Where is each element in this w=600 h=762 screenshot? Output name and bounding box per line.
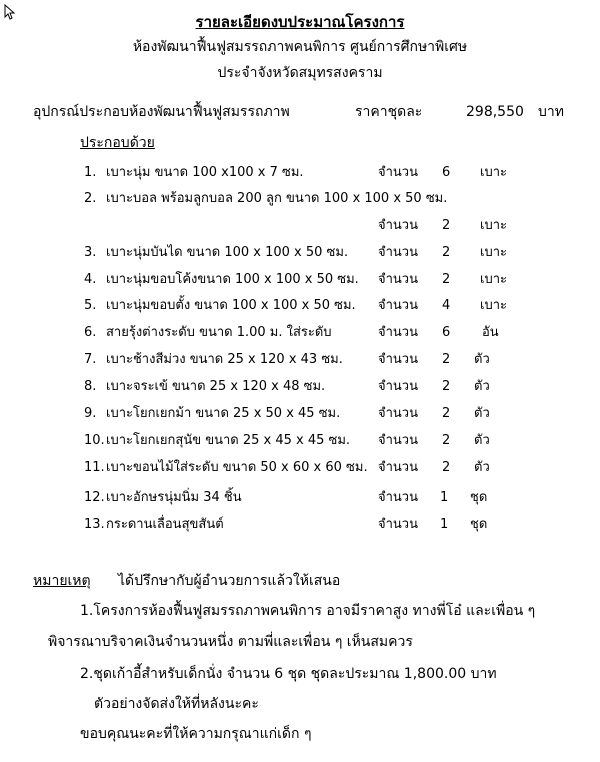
item-qty-label: จำนวน xyxy=(378,298,418,313)
item-qty-label: จำนวน xyxy=(378,460,418,475)
item-unit: ตัว xyxy=(474,433,490,448)
item-desc: เบาะนุ่ม ขนาด 100 x100 x 7 ซม. xyxy=(106,165,304,180)
item-desc: เบาะโยกเยกม้า ขนาด 25 x 50 x 45 ซม. xyxy=(106,406,341,421)
item-qty: 1 xyxy=(440,490,449,505)
item-desc: เบาะบอล พร้อมลูกบอล 200 ลูก ขนาด 100 x 100 x 50 ซม. xyxy=(106,191,448,206)
item-no: 13. xyxy=(84,517,105,532)
item-unit: ชุด xyxy=(470,490,488,505)
item-desc: เบาะนุ่มบันได ขนาด 100 x 100 x 50 ซม. xyxy=(106,245,349,260)
item-qty: 2 xyxy=(442,406,451,421)
header-line-3: ประจำจังหวัดสมุทรสงคราม xyxy=(217,65,383,81)
item-desc: เบาะช้างสีม่วง ขนาด 25 x 120 x 43 ซม. xyxy=(106,352,343,367)
note-point-2b: ตัวอย่างจัดส่งให้ที่หลังนะคะ xyxy=(94,696,259,712)
item-qty-label: จำนวน xyxy=(378,517,418,532)
item-unit: เบาะ xyxy=(480,245,507,260)
item-no: 12. xyxy=(84,490,105,505)
document-title: รายละเอียดงบประมาณโครงการ xyxy=(195,13,405,31)
item-qty-label: จำนวน xyxy=(378,352,418,367)
header-line-2: ห้องพัฒนาฟื้นฟูสมรรถภาพคนพิการ ศูนย์การศึกษาพิเศษ xyxy=(132,39,468,55)
note-label xyxy=(33,572,91,590)
item-no: 5. xyxy=(84,298,97,313)
item-no: 2. xyxy=(84,191,97,206)
summary-price-label: ราคาชุดละ xyxy=(355,104,423,120)
item-qty: 2 xyxy=(442,352,451,367)
item-desc: เบาะขอนไม้ใส่ระดับ ขนาด 50 x 60 x 60 ซม. xyxy=(106,460,368,475)
item-desc: เบาะโยกเยกสุนัข ขนาด 25 x 45 x 45 ซม. xyxy=(106,433,351,448)
item-no: 1. xyxy=(84,165,97,180)
item-qty: 2 xyxy=(442,433,451,448)
item-unit: เบาะ xyxy=(480,165,507,180)
item-no: 9. xyxy=(84,406,97,421)
item-unit: ตัว xyxy=(474,406,490,421)
note-thanks: ขอบคุณนะคะที่ให้ความกรุณาแก่เด็ก ๆ xyxy=(80,726,312,742)
item-qty-label: จำนวน xyxy=(378,379,418,394)
item-unit: เบาะ xyxy=(480,298,507,313)
note-point-2a: 2.ชุดเก้าอี้สำหรับเด็กนั่ง จำนวน 6 ชุด ชุดละประมาณ 1,800.00 บาท xyxy=(80,666,497,682)
item-qty-label: จำนวน xyxy=(378,165,418,180)
note-intro: ได้ปรึกษากับผู้อำนวยการแล้วให้เสนอ xyxy=(118,573,341,589)
item-desc: เบาะนุ่มขอบโค้งขนาด 100 x 100 x 50 ซม. xyxy=(106,272,359,287)
item-desc: เบาะนุ่มขอบตั้ง ขนาด 100 x 100 x 50 ซม. xyxy=(106,298,356,313)
item-desc: เบาะจระเข้ ขนาด 25 x 120 x 48 ซม. xyxy=(106,379,326,394)
item-unit: ตัว xyxy=(474,352,490,367)
item-no: 10. xyxy=(84,433,105,448)
note-point-1a: 1.โครงการห้องฟื้นฟูสมรรถภาพคนพิการ อาจมีราคาสูง ทางพี่โอ๋ และเพื่อน ๆ xyxy=(80,603,536,619)
item-no: 6. xyxy=(84,325,97,340)
item-qty: 2 xyxy=(442,272,451,287)
item-unit: เบาะ xyxy=(480,272,507,287)
item-qty-label: จำนวน xyxy=(378,245,418,260)
item-qty-label: จำนวน xyxy=(378,490,418,505)
item-qty-label: จำนวน xyxy=(378,272,418,287)
item-no: 11. xyxy=(84,460,105,475)
item-qty-label: จำนวน xyxy=(378,433,418,448)
item-qty: 6 xyxy=(442,325,451,340)
note-point-1b: พิจารณาบริจาคเงินจำนวนหนึ่ง ตามพี่และเพื่อน ๆ เห็นสมควร xyxy=(48,634,413,650)
item-unit: อัน xyxy=(482,325,499,340)
item-unit: เบาะ xyxy=(480,218,507,233)
summary-price: 298,550 xyxy=(466,104,524,120)
item-unit: ชุด xyxy=(470,517,488,532)
item-desc: กระดานเลื่อนสุขสันต์ xyxy=(106,517,224,532)
item-desc: สายรุ้งต่างระดับ ขนาด 1.00 ม. ใส่ระดับ xyxy=(106,325,332,340)
item-qty-label: จำนวน xyxy=(378,218,418,233)
item-no: 4. xyxy=(84,272,97,287)
item-qty: 2 xyxy=(442,245,451,260)
item-unit: ตัว xyxy=(474,460,490,475)
item-qty: 2 xyxy=(442,460,451,475)
note-label-text: หมายเหตุ xyxy=(33,573,91,589)
item-qty: 2 xyxy=(442,218,451,233)
summary-currency: บาท xyxy=(538,104,564,120)
summary-label: อุปกรณ์ประกอบห้องพัฒนาฟื้นฟูสมรรถภาพ xyxy=(33,104,290,120)
item-qty: 1 xyxy=(440,517,449,532)
item-unit: ตัว xyxy=(474,379,490,394)
item-no: 8. xyxy=(84,379,97,394)
consist-label: ประกอบด้วย xyxy=(80,135,155,151)
item-no: 3. xyxy=(84,245,97,260)
item-qty-label: จำนวน xyxy=(378,325,418,340)
item-qty: 4 xyxy=(442,298,451,313)
item-qty-label: จำนวน xyxy=(378,406,418,421)
item-qty: 6 xyxy=(442,165,451,180)
item-no: 7. xyxy=(84,352,97,367)
item-qty: 2 xyxy=(442,379,451,394)
item-desc: เบาะอักษรนุ่มนิ่ม 34 ชิ้น xyxy=(106,490,242,505)
